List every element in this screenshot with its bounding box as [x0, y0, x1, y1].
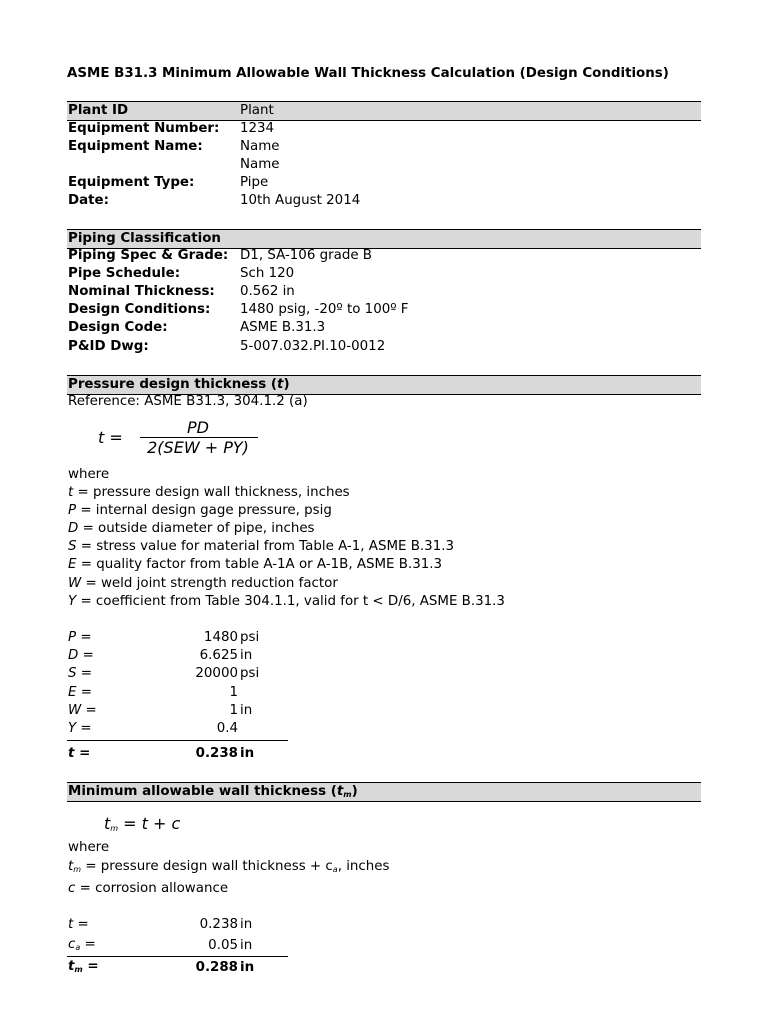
field-label: Design Code:	[68, 320, 168, 335]
field-label: Design Conditions:	[68, 302, 211, 317]
definition-line: E = quality factor from table A-1A or A-1B, ASME B.31.3	[68, 557, 443, 572]
input-value: 1	[229, 703, 238, 718]
section-title: Piping Classification	[68, 231, 221, 246]
field-value: D1, SA-106 grade B	[240, 248, 372, 263]
field-value: Sch 120	[240, 266, 295, 281]
input-unit: in	[240, 917, 253, 932]
piping-classification-header	[67, 229, 701, 249]
section-title: Pressure design thickness (t)	[68, 377, 290, 392]
pressure-thickness-header	[67, 375, 701, 395]
field-value: 10th August 2014	[240, 193, 361, 208]
input-value: 0.238	[199, 917, 238, 932]
input-symbol: Y =	[68, 721, 92, 736]
result-symbol: $t_m$ =	[68, 959, 99, 974]
input-value: 0.05	[208, 938, 238, 953]
input-symbol: W =	[68, 703, 97, 718]
formula-lhs: t =	[98, 428, 123, 447]
result-unit: in	[240, 746, 255, 761]
result-value: 0.238	[195, 746, 238, 761]
field-value: 1480 psig, -20º to 100º F	[240, 302, 409, 317]
result-unit: in	[240, 960, 255, 975]
result-symbol: t =	[68, 746, 91, 761]
where-label: where	[68, 467, 110, 482]
definition-line: t = pressure design wall thickness, inches	[68, 485, 350, 500]
field-label: Equipment Name:	[68, 139, 203, 154]
field-value: 5-007.032.PI.10-0012	[240, 339, 386, 354]
where-label: where	[68, 840, 110, 855]
field-label: Equipment Number:	[68, 121, 220, 136]
definition-line: W = weld joint strength reduction factor	[68, 576, 338, 591]
input-symbol: S =	[68, 666, 92, 681]
definition-line: S = stress value for material from Table A-1, ASME B.31.3	[68, 539, 454, 554]
definition-line: Y = coefficient from Table 304.1.1, valid for t < D/6, ASME B.31.3	[68, 594, 505, 609]
field-label: Equipment Type:	[68, 175, 195, 190]
definition-line: $t_m$ = pressure design wall thickness + $c_a$, inches	[68, 859, 390, 874]
input-unit: in	[240, 938, 253, 953]
input-symbol: D =	[68, 648, 94, 663]
formula-numerator: PD	[187, 418, 209, 437]
input-unit: in	[240, 703, 253, 718]
field-value: Name	[240, 157, 280, 172]
field-value: Pipe	[240, 175, 269, 190]
minimum-thickness-header	[67, 782, 701, 802]
field-label: P&ID Dwg:	[68, 339, 149, 354]
field-value: Name	[240, 139, 280, 154]
document-title: ASME B31.3 Minimum Allowable Wall Thickness Calculation (Design Conditions)	[67, 66, 669, 81]
field-label: Pipe Schedule:	[68, 266, 181, 281]
reference-text: Reference: ASME B31.3, 304.1.2 (a)	[68, 394, 308, 409]
input-value: 20000	[195, 666, 238, 681]
result-rule	[67, 740, 288, 741]
result-rule	[67, 956, 288, 957]
plant-id-value: Plant	[240, 103, 274, 118]
input-value: 6.625	[199, 648, 238, 663]
plant-id-header	[67, 101, 701, 121]
definition-line: P = internal design gage pressure, psig	[68, 503, 332, 518]
section-title: Minimum allowable wall thickness $(t_m)$	[68, 784, 358, 799]
input-value: 0.4	[216, 721, 238, 736]
field-label: Date:	[68, 193, 109, 208]
field-value: ASME B.31.3	[240, 320, 326, 335]
field-label: Nominal Thickness:	[68, 284, 215, 299]
input-symbol: $c_a$ =	[68, 937, 96, 952]
formula-denominator: 2(SEW + PY)	[147, 438, 249, 457]
result-value: 0.288	[195, 960, 238, 975]
definition-line: D = outside diameter of pipe, inches	[68, 521, 315, 536]
field-label: Piping Spec & Grade:	[68, 248, 229, 263]
field-value: 1234	[240, 121, 275, 136]
input-symbol: P =	[68, 630, 92, 645]
field-value: 0.562 in	[240, 284, 295, 299]
input-symbol: t =	[68, 917, 89, 932]
input-symbol: E =	[68, 685, 92, 700]
definition-line: c = corrosion allowance	[68, 881, 229, 896]
input-unit: psi	[240, 630, 260, 645]
plant-id-label: Plant ID	[68, 103, 129, 118]
input-value: 1480	[203, 630, 238, 645]
input-unit: psi	[240, 666, 260, 681]
input-unit: in	[240, 648, 253, 663]
input-value: 1	[229, 685, 238, 700]
formula-min-thickness: $t_m = t + c$	[104, 814, 181, 833]
